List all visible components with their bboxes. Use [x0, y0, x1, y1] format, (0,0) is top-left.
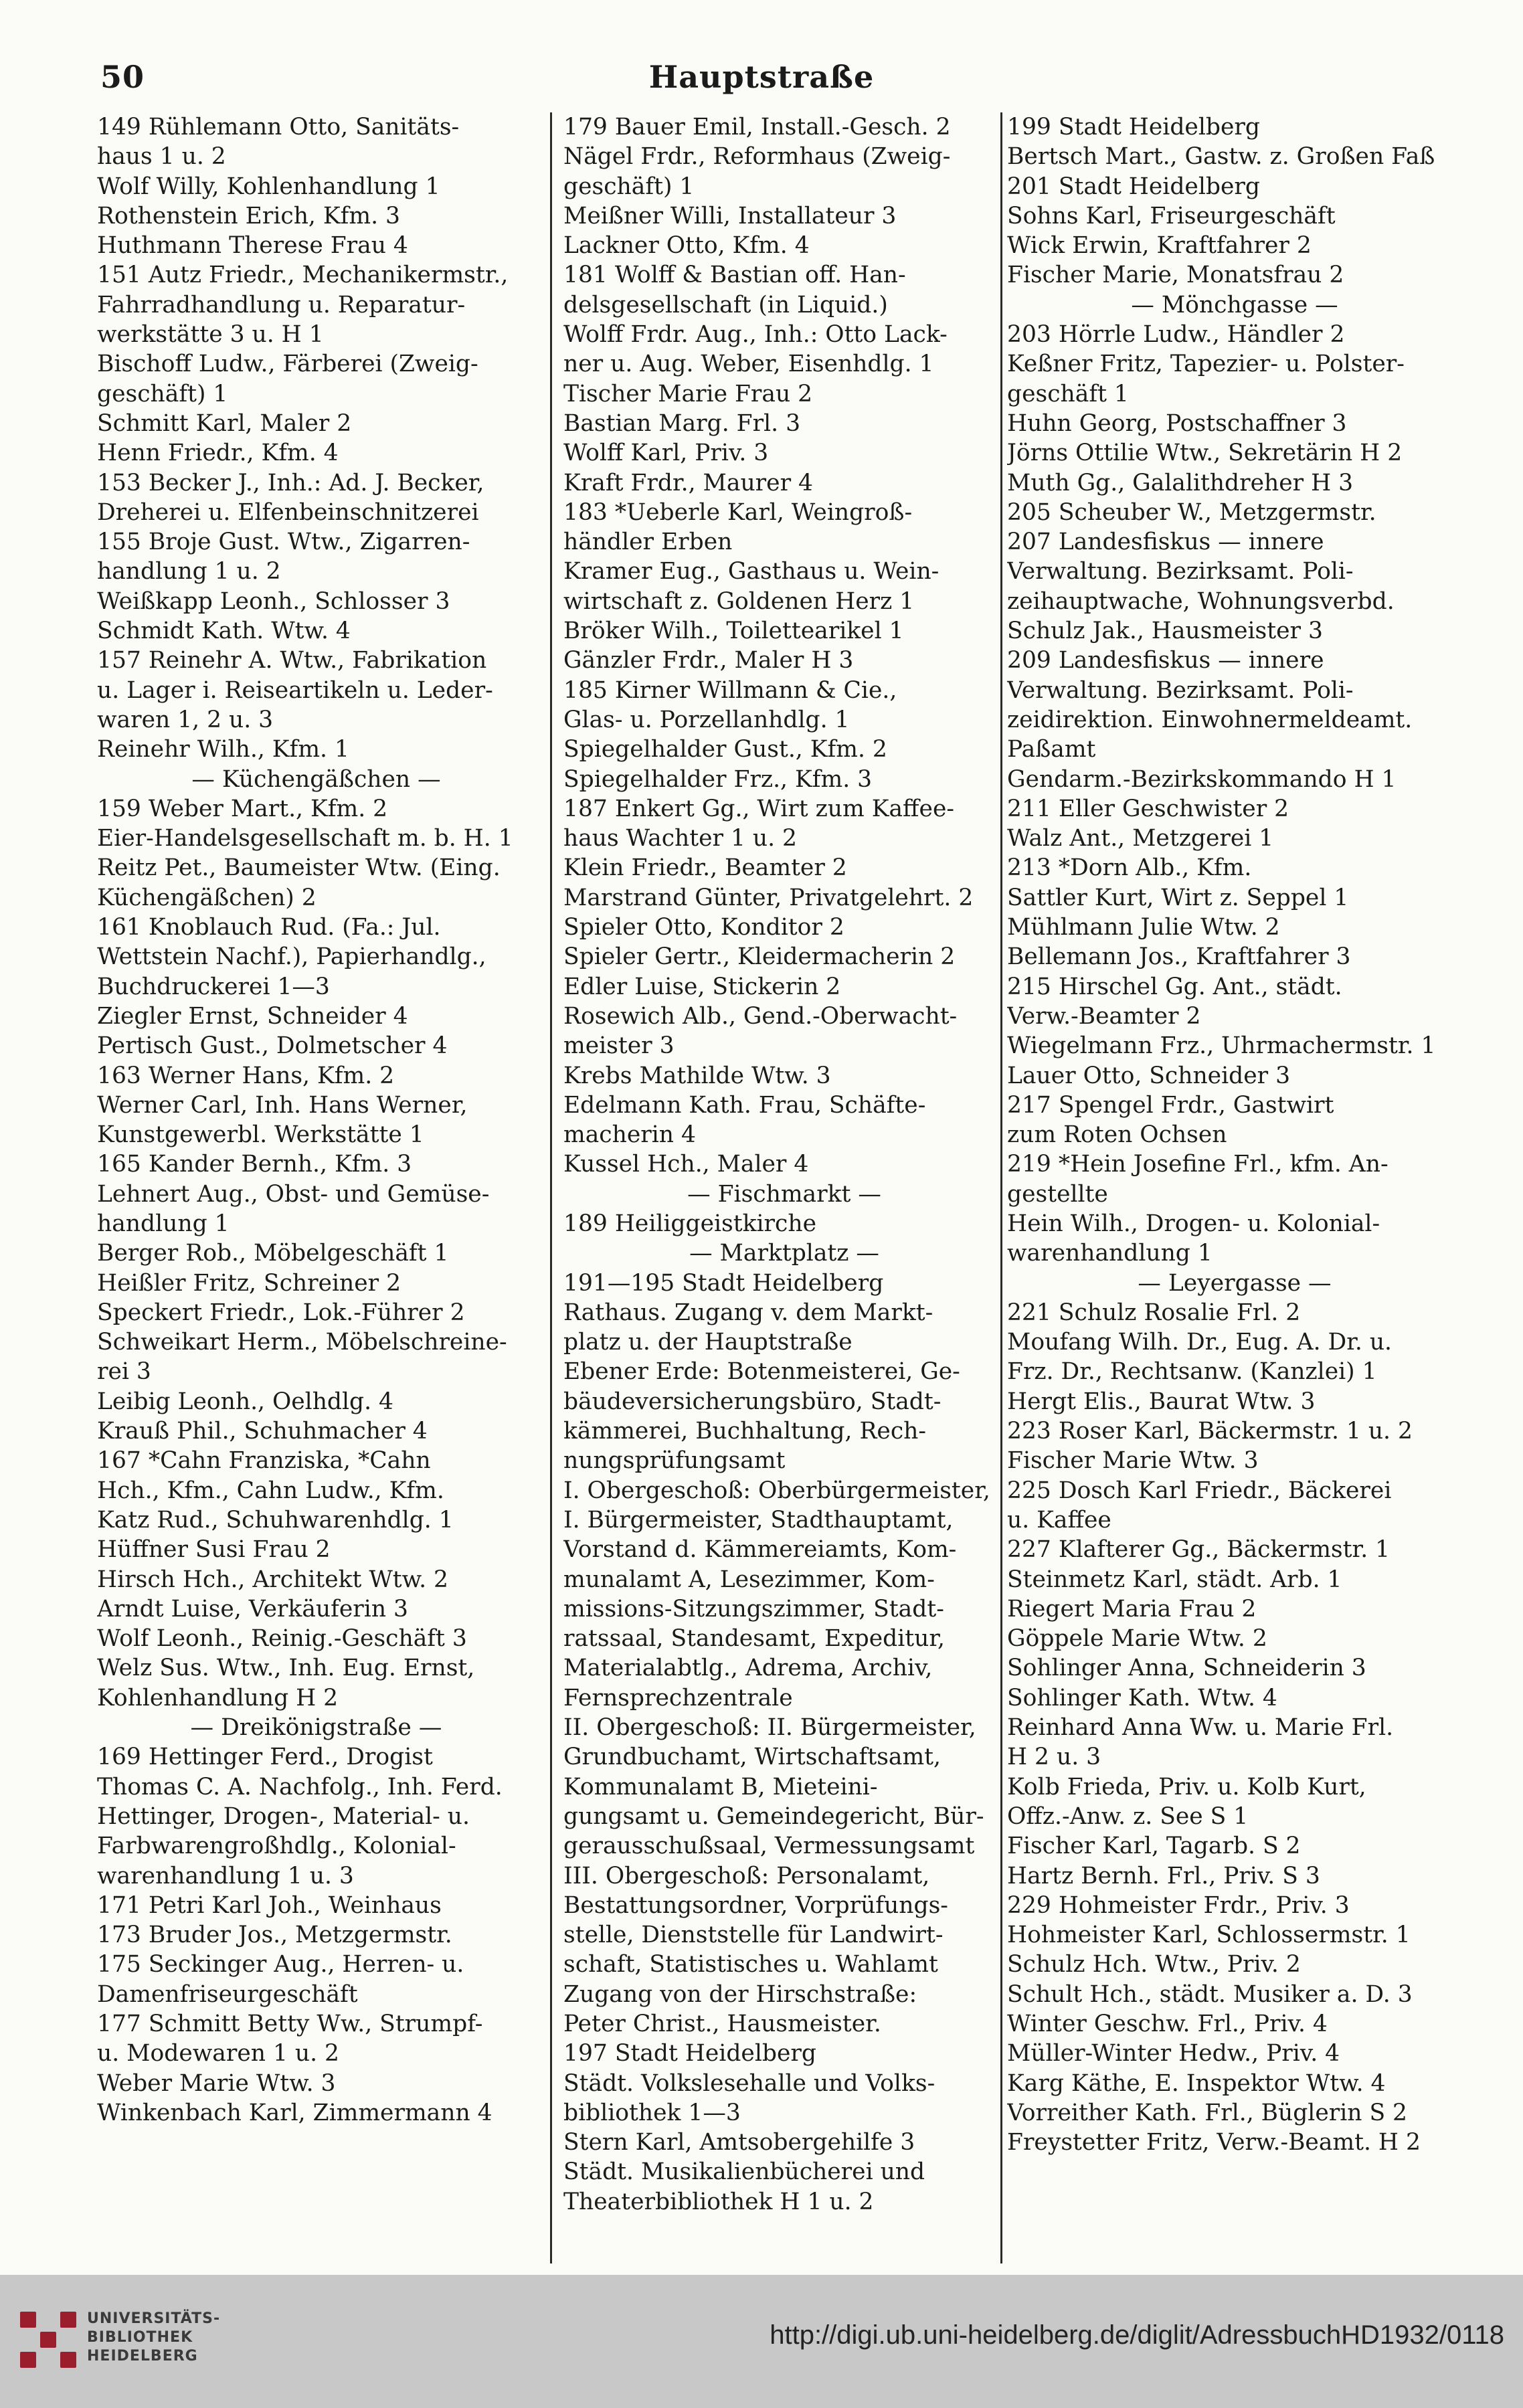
directory-entry: 215 Hirschel Gg. Ant., städt.: [1007, 973, 1342, 1000]
directory-entry: Wolf Willy, Kohlenhandlung 1: [97, 173, 440, 200]
directory-entry: Huthmann Therese Frau 4: [97, 232, 408, 260]
page-number: 50: [100, 59, 145, 95]
directory-entry: Paßamt: [1007, 736, 1096, 763]
directory-entry: Wettstein Nachf.), Papierhandlg.,: [97, 943, 486, 971]
directory-entry: 173 Bruder Jos., Metzgermstr.: [97, 1922, 452, 1949]
directory-entry: Rathaus. Zugang v. dem Markt-: [563, 1299, 933, 1326]
directory-entry: Krebs Mathilde Wtw. 3: [563, 1062, 831, 1089]
directory-entry: Göppele Marie Wtw. 2: [1007, 1625, 1267, 1653]
directory-entry: Bertsch Mart., Gastw. z. Großen Faß: [1007, 143, 1435, 171]
directory-entry: 189 Heiliggeistkirche: [563, 1210, 817, 1237]
directory-entry: Schulz Hch. Wtw., Priv. 2: [1007, 1951, 1301, 1978]
directory-entry: 177 Schmitt Betty Ww., Strumpf-: [97, 2011, 483, 2037]
directory-entry: zeidirektion. Einwohnermeldeamt.: [1007, 706, 1413, 733]
directory-entry: Stern Karl, Amtsobergehilfe 3: [563, 2129, 915, 2156]
directory-entry: 201 Stadt Heidelberg: [1007, 173, 1260, 200]
directory-entry: 163 Werner Hans, Kfm. 2: [97, 1062, 395, 1089]
directory-entry: I. Bürgermeister, Stadthauptamt,: [563, 1506, 954, 1534]
directory-entry: Hüffner Susi Frau 2: [97, 1536, 331, 1564]
directory-entry: Meißner Willi, Installateur 3: [563, 202, 897, 229]
directory-entry: zeihauptwache, Wohnungsverbd.: [1007, 587, 1395, 615]
directory-entry: Hch., Kfm., Cahn Ludw., Kfm.: [97, 1477, 444, 1504]
directory-entry: Offz.-Anw. z. See S 1: [1007, 1802, 1249, 1830]
directory-entry: werkstätte 3 u. H 1: [97, 321, 324, 349]
directory-entry: 165 Kander Bernh., Kfm. 3: [97, 1151, 412, 1178]
directory-entry: III. Obergeschoß: Personalamt,: [563, 1862, 930, 1889]
directory-entry: Katz Rud., Schuhwarenhdlg. 1: [97, 1506, 454, 1534]
directory-entry: Eier-Handelsgesellschaft m. b. H. 1: [97, 825, 513, 852]
directory-entry: Marstrand Günter, Privatgelehrt. 2: [563, 884, 974, 911]
directory-entry: 183 *Ueberle Karl, Weingroß-: [563, 498, 913, 526]
directory-entry: Krauß Phil., Schuhmacher 4: [97, 1418, 428, 1445]
directory-entry: 211 Eller Geschwister 2: [1007, 795, 1289, 822]
directory-column-2: [563, 112, 1005, 2267]
directory-entry: Grundbuchamt, Wirtschaftsamt,: [563, 1744, 942, 1771]
directory-entry: Kommunalamt B, Mieteini-: [563, 1773, 878, 1800]
directory-entry: Schmitt Karl, Maler 2: [97, 409, 352, 437]
directory-entry: 221 Schulz Rosalie Frl. 2: [1007, 1299, 1301, 1326]
directory-entry: Weißkapp Leonh., Schlosser 3: [97, 587, 450, 615]
directory-entry: 175 Seckinger Aug., Herren- u.: [97, 1951, 464, 1978]
directory-column-3: [1007, 112, 1462, 2267]
directory-entry: Kramer Eug., Gasthaus u. Wein-: [563, 558, 939, 585]
directory-entry: Ebener Erde: Botenmeisterei, Ge-: [563, 1358, 960, 1386]
directory-entry: 203 Hörrle Ludw., Händler 2: [1007, 321, 1345, 349]
directory-entry: Werner Carl, Inh. Hans Werner,: [97, 1091, 468, 1119]
directory-entry: 151 Autz Friedr., Mechanikermstr.,: [97, 262, 509, 289]
directory-entry: 187 Enkert Gg., Wirt zum Kaffee-: [563, 795, 955, 822]
directory-entry: Lackner Otto, Kfm. 4: [563, 232, 810, 260]
directory-entry: Schweikart Herm., Möbelschreine-: [97, 1329, 507, 1356]
directory-entry: Glas- u. Porzellanhdlg. 1: [563, 706, 850, 733]
directory-entry: u. Kaffee: [1007, 1506, 1111, 1534]
directory-entry: Bastian Marg. Frl. 3: [563, 409, 801, 437]
directory-entry: 229 Hohmeister Frdr., Priv. 3: [1007, 1891, 1350, 1919]
directory-entry: 169 Hettinger Ferd., Drogist: [97, 1744, 433, 1771]
directory-entry: 153 Becker J., Inh.: Ad. J. Becker,: [97, 469, 484, 496]
directory-entry: Arndt Luise, Verkäuferin 3: [97, 1595, 408, 1623]
page-title: Hauptstraße: [648, 59, 875, 95]
directory-entry: händler Erben: [563, 529, 733, 556]
directory-entry: Verw.-Beamter 2: [1007, 1002, 1201, 1030]
directory-entry: Speckert Friedr., Lok.-Führer 2: [97, 1299, 465, 1326]
directory-entry: Hirsch Hch., Architekt Wtw. 2: [97, 1566, 448, 1593]
directory-entry: Schult Hch., städt. Musiker a. D. 3: [1007, 1980, 1413, 2008]
directory-entry: Sohns Karl, Friseurgeschäft: [1007, 202, 1336, 229]
directory-entry: handlung 1 u. 2: [97, 558, 281, 585]
directory-entry: Spieler Gertr., Kleidermacherin 2: [563, 943, 956, 971]
directory-entry: 159 Weber Mart., Kfm. 2: [97, 795, 388, 822]
directory-entry: Mühlmann Julie Wtw. 2: [1007, 914, 1280, 941]
directory-entry: Müller-Winter Hedw., Priv. 4: [1007, 2040, 1340, 2067]
directory-entry: Kraft Frdr., Maurer 4: [563, 469, 813, 496]
directory-entry: Wick Erwin, Kraftfahrer 2: [1007, 232, 1312, 260]
directory-entry: Farbwarengroßhdlg., Kolonial-: [97, 1833, 456, 1860]
directory-entry: Bestattungsordner, Vorprüfungs-: [563, 1891, 948, 1919]
directory-entry: Reitz Pet., Baumeister Wtw. (Eing.: [97, 854, 501, 882]
directory-entry: Reinehr Wilh., Kfm. 1: [97, 736, 349, 763]
directory-entry: Kolb Frieda, Priv. u. Kolb Kurt,: [1007, 1773, 1366, 1800]
directory-entry: 191—195 Stadt Heidelberg: [563, 1269, 884, 1297]
directory-entry: Berger Rob., Möbelgeschäft 1: [97, 1240, 449, 1267]
directory-entry: haus Wachter 1 u. 2: [563, 825, 798, 852]
directory-entry: Spiegelhalder Frz., Kfm. 3: [563, 765, 873, 793]
directory-entry: zum Roten Ochsen: [1007, 1121, 1227, 1149]
library-name-line: BIBLIOTHEK: [87, 2329, 193, 2346]
directory-entry: 213 *Dorn Alb., Kfm.: [1007, 854, 1252, 882]
directory-entry: Hein Wilh., Drogen- u. Kolonial-: [1007, 1210, 1380, 1237]
directory-entry: Verwaltung. Bezirksamt. Poli-: [1007, 558, 1354, 585]
directory-entry: 227 Klafterer Gg., Bäckermstr. 1: [1007, 1536, 1391, 1564]
directory-entry: Wiegelmann Frz., Uhrmachermstr. 1: [1007, 1032, 1436, 1060]
directory-entry: 185 Kirner Willmann & Cie.,: [563, 676, 897, 704]
directory-entry: bibliothek 1—3: [563, 2099, 741, 2126]
directory-entry: warenhandlung 1: [1007, 1240, 1213, 1267]
directory-entry: u. Modewaren 1 u. 2: [97, 2040, 339, 2067]
directory-entry: Tischer Marie Frau 2: [563, 380, 813, 407]
directory-entry: gerausschußsaal, Vermessungsamt: [563, 1833, 975, 1860]
directory-entry: 217 Spengel Frdr., Gastwirt: [1007, 1091, 1334, 1119]
library-name-line: UNIVERSITÄTS-: [87, 2310, 221, 2327]
directory-entry: Hettinger, Drogen-, Material- u.: [97, 1802, 470, 1830]
directory-entry: munalamt A, Lesezimmer, Kom-: [563, 1566, 935, 1593]
directory-entry: Fischer Marie, Monatsfrau 2: [1007, 262, 1344, 289]
directory-entry: Zugang von der Hirschstraße:: [563, 1980, 917, 2008]
directory-entry: Fischer Karl, Tagarb. S 2: [1007, 1833, 1301, 1860]
directory-entry: Bröker Wilh., Toilettearikel 1: [563, 618, 904, 645]
directory-entry: geschäft) 1: [97, 380, 228, 407]
directory-entry: gungsamt u. Gemeindegericht, Bür-: [563, 1802, 984, 1830]
directory-entry: Pertisch Gust., Dolmetscher 4: [97, 1032, 448, 1060]
directory-entry: Theaterbibliothek H 1 u. 2: [563, 2188, 874, 2215]
directory-entry: 199 Stadt Heidelberg: [1007, 114, 1260, 141]
directory-entry: Damenfriseurgeschäft: [97, 1980, 358, 2008]
directory-entry: Peter Christ., Hausmeister.: [563, 2011, 881, 2037]
directory-entry: Gendarm.-Bezirkskommando H 1: [1007, 765, 1397, 793]
directory-entry: 209 Landesfiskus — innere: [1007, 647, 1324, 674]
directory-entry: missions-Sitzungszimmer, Stadt-: [563, 1595, 944, 1623]
street-heading: — Mönchgasse —: [1131, 291, 1338, 318]
directory-entry: Gänzler Frdr., Maler H 3: [563, 647, 854, 674]
street-heading: — Fischmarkt —: [687, 1180, 881, 1208]
directory-entry: Buchdruckerei 1—3: [97, 973, 330, 1000]
directory-entry: Dreherei u. Elfenbeinschnitzerei: [97, 498, 479, 526]
directory-entry: Welz Sus. Wtw., Inh. Eug. Ernst,: [97, 1655, 475, 1682]
directory-entry: Spiegelhalder Gust., Kfm. 2: [563, 736, 887, 763]
directory-entry: Keßner Fritz, Tapezier- u. Polster-: [1007, 351, 1405, 378]
directory-entry: 197 Stadt Heidelberg: [563, 2040, 816, 2067]
directory-entry: Fischer Marie Wtw. 3: [1007, 1447, 1259, 1475]
directory-entry: Wolff Karl, Priv. 3: [563, 440, 769, 467]
directory-entry: Verwaltung. Bezirksamt. Poli-: [1007, 676, 1354, 704]
directory-entry: warenhandlung 1 u. 3: [97, 1862, 354, 1889]
directory-entry: Riegert Maria Frau 2: [1007, 1595, 1257, 1623]
directory-entry: Spieler Otto, Konditor 2: [563, 914, 844, 941]
street-heading: — Dreikönigstraße —: [190, 1714, 442, 1742]
directory-entry: Edelmann Kath. Frau, Schäfte-: [563, 1091, 926, 1119]
directory-entry: 167 *Cahn Franziska, *Cahn: [97, 1447, 431, 1475]
directory-entry: Huhn Georg, Postschaffner 3: [1007, 409, 1347, 437]
directory-entry: Ziegler Ernst, Schneider 4: [97, 1002, 408, 1030]
street-heading: — Leyergasse —: [1138, 1269, 1332, 1297]
directory-column-1: [97, 112, 535, 2267]
directory-entry: H 2 u. 3: [1007, 1744, 1101, 1771]
directory-entry: Schulz Jak., Hausmeister 3: [1007, 618, 1323, 645]
directory-entry: Weber Marie Wtw. 3: [97, 2069, 336, 2097]
directory-entry: haus 1 u. 2: [97, 143, 226, 171]
directory-entry: Materialabtlg., Adrema, Archiv,: [563, 1655, 933, 1682]
directory-entry: Fahrradhandlung u. Reparatur-: [97, 291, 466, 318]
directory-entry: geschäft 1: [1007, 380, 1129, 407]
directory-entry: Kohlenhandlung H 2: [97, 1684, 339, 1711]
directory-entry: Sohlinger Anna, Schneiderin 3: [1007, 1655, 1366, 1682]
directory-entry: 205 Scheuber W., Metzgermstr.: [1007, 498, 1376, 526]
directory-entry: Leibig Leonh., Oelhdlg. 4: [97, 1388, 394, 1415]
library-logo-icon: [20, 2312, 76, 2368]
directory-entry: wirtschaft z. Goldenen Herz 1: [563, 587, 915, 615]
directory-entry: Kunstgewerbl. Werkstätte 1: [97, 1121, 424, 1149]
directory-entry: Städt. Musikalienbücherei und: [563, 2158, 925, 2186]
directory-entry: Sohlinger Kath. Wtw. 4: [1007, 1684, 1277, 1711]
directory-entry: Vorreither Kath. Frl., Büglerin S 2: [1007, 2099, 1408, 2126]
directory-entry: Nägel Frdr., Reformhaus (Zweig-: [563, 143, 951, 171]
directory-entry: Hartz Bernh. Frl., Priv. S 3: [1007, 1862, 1320, 1889]
directory-entry: Winter Geschw. Frl., Priv. 4: [1007, 2011, 1328, 2037]
directory-entry: Frz. Dr., Rechtsanw. (Kanzlei) 1: [1007, 1358, 1377, 1386]
directory-entry: Walz Ant., Metzgerei 1: [1007, 825, 1274, 852]
directory-entry: stelle, Dienststelle für Landwirt-: [563, 1922, 944, 1949]
directory-entry: 149 Rühlemann Otto, Sanitäts-: [97, 114, 460, 141]
directory-entry: 171 Petri Karl Joh., Weinhaus: [97, 1891, 442, 1919]
directory-entry: ner u. Aug. Weber, Eisenhdlg. 1: [563, 351, 934, 378]
directory-entry: 157 Reinehr A. Wtw., Fabrikation: [97, 647, 487, 674]
directory-entry: Winkenbach Karl, Zimmermann 4: [97, 2099, 492, 2126]
directory-entry: Freystetter Fritz, Verw.-Beamt. H 2: [1007, 2129, 1421, 2156]
directory-entry: I. Obergeschoß: Oberbürgermeister,: [563, 1477, 990, 1504]
directory-entry: delsgesellschaft (in Liquid.): [563, 291, 888, 318]
directory-entry: rei 3: [97, 1358, 151, 1386]
directory-entry: Bischoff Ludw., Färberei (Zweig-: [97, 351, 478, 378]
directory-entry: Karg Käthe, E. Inspektor Wtw. 4: [1007, 2069, 1386, 2097]
directory-entry: ratssaal, Standesamt, Expeditur,: [563, 1625, 946, 1653]
directory-entry: 181 Wolff & Bastian off. Han-: [563, 262, 906, 289]
directory-entry: 219 *Hein Josefine Frl., kfm. An-: [1007, 1151, 1388, 1178]
directory-entry: Jörns Ottilie Wtw., Sekretärin H 2: [1007, 440, 1403, 467]
street-heading: — Küchengäßchen —: [191, 765, 441, 793]
column-divider-left: [550, 112, 552, 2263]
directory-entry: geschäft) 1: [563, 173, 695, 200]
directory-entry: II. Obergeschoß: II. Bürgermeister,: [563, 1714, 976, 1742]
library-name: [87, 2310, 220, 2366]
directory-entry: Kussel Hch., Maler 4: [563, 1151, 809, 1178]
directory-entry: Schmidt Kath. Wtw. 4: [97, 618, 351, 645]
directory-entry: Bellemann Jos., Kraftfahrer 3: [1007, 943, 1351, 971]
directory-entry: Thomas C. A. Nachfolg., Inh. Ferd.: [97, 1773, 503, 1800]
directory-entry: 179 Bauer Emil, Install.-Gesch. 2: [563, 114, 951, 141]
directory-entry: u. Lager i. Reiseartikeln u. Leder-: [97, 676, 493, 704]
directory-entry: Reinhard Anna Ww. u. Marie Frl.: [1007, 1714, 1394, 1742]
directory-entry: Henn Friedr., Kfm. 4: [97, 440, 339, 467]
directory-entry: Vorstand d. Kämmereiamts, Kom-: [563, 1536, 957, 1564]
directory-entry: gestellte: [1007, 1180, 1108, 1208]
directory-entry: Wolff Frdr. Aug., Inh.: Otto Lack-: [563, 321, 948, 349]
directory-entry: nungsprüfungsamt: [563, 1447, 786, 1475]
directory-entry: Edler Luise, Stickerin 2: [563, 973, 841, 1000]
street-heading: — Marktplatz —: [689, 1240, 879, 1267]
directory-entry: 155 Broje Gust. Wtw., Zigarren-: [97, 529, 470, 556]
directory-entry: Wolf Leonh., Reinig.-Geschäft 3: [97, 1625, 467, 1653]
directory-entry: Lauer Otto, Schneider 3: [1007, 1062, 1291, 1089]
directory-entry: meister 3: [563, 1032, 675, 1060]
directory-entry: Sattler Kurt, Wirt z. Seppel 1: [1007, 884, 1349, 911]
directory-entry: handlung 1: [97, 1210, 230, 1237]
directory-entry: Hohmeister Karl, Schlossermstr. 1: [1007, 1922, 1411, 1949]
directory-entry: Moufang Wilh. Dr., Eug. A. Dr. u.: [1007, 1329, 1393, 1356]
directory-entry: 161 Knoblauch Rud. (Fa.: Jul.: [97, 914, 441, 941]
directory-entry: Steinmetz Karl, städt. Arb. 1: [1007, 1566, 1342, 1593]
directory-entry: waren 1, 2 u. 3: [97, 706, 274, 733]
directory-entry: 225 Dosch Karl Friedr., Bäckerei: [1007, 1477, 1392, 1504]
directory-entry: platz u. der Hauptstraße: [563, 1329, 853, 1356]
directory-entry: bäudeversicherungsbüro, Stadt-: [563, 1388, 942, 1415]
directory-entry: Rosewich Alb., Gend.-Oberwacht-: [563, 1002, 958, 1030]
directory-entry: Muth Gg., Galalithdreher H 3: [1007, 469, 1354, 496]
directory-entry: kämmerei, Buchhaltung, Rech-: [563, 1418, 927, 1445]
directory-entry: 223 Roser Karl, Bäckermstr. 1 u. 2: [1007, 1418, 1413, 1445]
directory-entry: Rothenstein Erich, Kfm. 3: [97, 202, 400, 229]
directory-entry: Hergt Elis., Baurat Wtw. 3: [1007, 1388, 1316, 1415]
directory-entry: Städt. Volkslesehalle und Volks-: [563, 2069, 935, 2097]
directory-entry: schaft, Statistisches u. Wahlamt: [563, 1951, 938, 1978]
source-url-link[interactable]: http://digi.ub.uni-heidelberg.de/diglit/AdressbuchHD1932/0118: [770, 2320, 1504, 2350]
directory-entry: 207 Landesfiskus — innere: [1007, 529, 1324, 556]
directory-entry: Heißler Fritz, Schreiner 2: [97, 1269, 401, 1297]
directory-entry: Lehnert Aug., Obst- und Gemüse-: [97, 1180, 490, 1208]
library-name-line: HEIDELBERG: [87, 2348, 198, 2365]
directory-entry: macherin 4: [563, 1121, 696, 1149]
directory-entry: Klein Friedr., Beamter 2: [563, 854, 847, 882]
directory-entry: Küchengäßchen) 2: [97, 884, 317, 911]
directory-entry: Fernsprechzentrale: [563, 1684, 793, 1711]
